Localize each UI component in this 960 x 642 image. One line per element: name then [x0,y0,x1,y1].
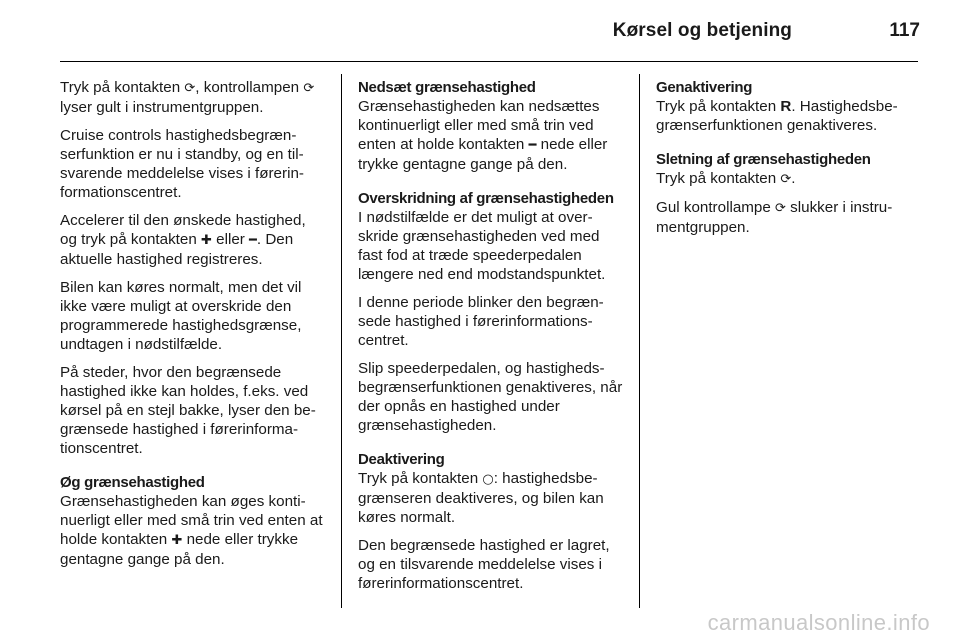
paragraph: Accelerer til den ønskede hastighed, og tryk på kontakten ✚ eller ━. Den aktuelle hastighed registreres. [60,212,306,268]
column-3 [656,78,921,246]
page-number: 117 [889,20,920,41]
paragraph: Tryk på kontakten ⟳. [656,170,796,187]
paragraph: Gul kontrollampe ⟳ slukker i instru‐mentgruppen. [656,199,893,236]
column-2 [358,78,623,602]
paragraph: Slip speederpedalen, og hastigheds‐begrænserfunktionen genaktiveres, når der opnås en hastighed under grænsehastigheden. [358,360,623,434]
plus-icon: ✚ [171,533,183,548]
page-title: Kørsel og betjening [612,20,792,41]
paragraph: I denne periode blinker den begræn‐sede hastighed i førerinformations‐centret. [358,294,604,349]
watermark: carmanualsonline.info [707,610,930,635]
minus-icon: ━ [528,138,537,153]
section-heading: Sletning af grænsehastigheden [656,151,871,168]
cruise-control-icon: ⟳ [775,201,786,216]
cruise-control-icon: ⟳ [303,81,315,96]
paragraph: På steder, hvor den begrænsede hastighed ikke kan holdes, f.eks. ved kørsel på en stejl bakke, lyser den be‐grænsede hastighed i førerinforma‐tionscentret. [60,364,316,457]
cruise-control-icon: ⟳ [780,172,792,187]
key-r: R [780,98,792,115]
column-divider [639,74,640,608]
section-heading: Overskridning af grænsehastigheden [358,190,614,207]
paragraph: I nødstilfælde er det muligt at over‐skride grænsehastigheden ved med fast fod at træde speederpedalen længere ned end modstandspunktet. [358,209,606,283]
paragraph: Grænsehastigheden kan øges konti‐nuerligt eller med små trin ved enten at holde kontakten ✚ nede eller trykke gentagne gange på den. [60,493,323,568]
section-heading: Nedsæt grænsehastighed [358,79,536,96]
section-heading: Øg grænsehastighed [60,474,205,491]
plus-icon: ✚ [201,233,212,248]
paragraph: Cruise controls hastighedsbegræn‐serfunktion er nu i standby, og en til‐svarende meddelelse vises i førerin‐formationscentret. [60,127,304,201]
section-heading: Genaktivering [656,79,753,96]
circle-icon: ○ [482,472,494,487]
section-heading: Deaktivering [358,451,445,468]
paragraph: Grænsehastigheden kan nedsættes kontinuerligt eller med små trin ved enten at holde kontakten ━ nede eller trykke gentagne gange på den. [358,98,608,173]
paragraph: Tryk på kontakten ⟳, kontrollampen ⟳ lyser gult i instrumentgruppen. [60,79,315,116]
header-rule [60,61,918,62]
paragraph: Tryk på kontakten R. Hastighedsbe‐grænserfunktionen genaktiveres. [656,98,898,134]
paragraph: Tryk på kontakten ○: hastighedsbe‐grænseren deaktiveres, og bilen kan køres normalt. [358,470,604,526]
column-divider [341,74,342,608]
paragraph: Den begrænsede hastighed er lagret, og en tilsvarende meddelelse vises i førerinformationscentret. [358,537,610,592]
column-1 [60,78,325,578]
minus-icon: ━ [249,233,257,248]
cruise-control-icon: ⟳ [184,81,196,96]
paragraph: Bilen kan køres normalt, men det vil ikke være muligt at overskride den programmerede hastighedsgrænse, undtagen i nødstilfælde. [60,279,302,353]
